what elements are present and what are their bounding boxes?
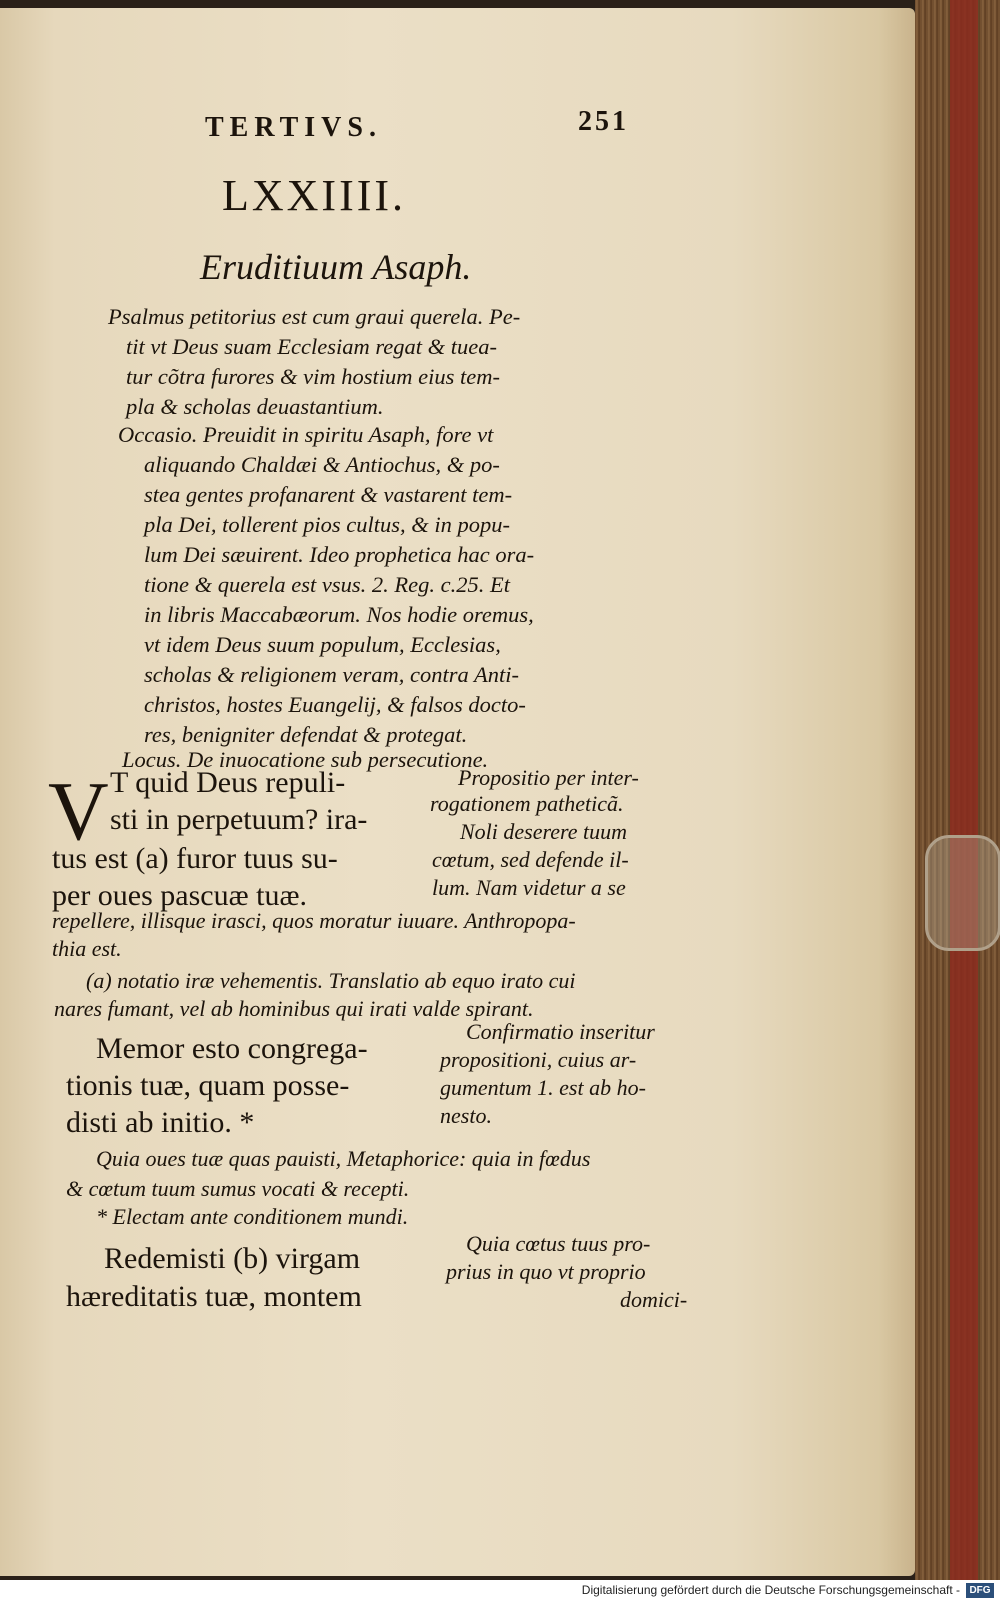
marginal-gloss: rogationem patheticã.: [430, 791, 624, 816]
argument-line: scholas & religionem veram, contra Anti-: [144, 662, 519, 687]
page-number: 251: [578, 106, 629, 137]
argument-line: tur cõtra furores & vim hostium eius tem-: [126, 364, 500, 389]
argument-line: Psalmus petitorius est cum graui querela. Pe-: [108, 304, 521, 329]
gloss-line: Quia oues tuæ quas pauisti, Metaphorice: quia in fœdus: [96, 1146, 591, 1171]
argument-line: lum Dei sæuirent. Ideo prophetica hac ora-: [144, 542, 535, 567]
psalm-number: LXXIIII.: [222, 171, 407, 220]
marginal-gloss: Noli deserere tuum: [460, 819, 628, 844]
argument-line: Occasio. Preuidit in spiritu Asaph, fore vt: [118, 422, 494, 447]
verse-line: Memor esto congrega-: [96, 1032, 368, 1065]
marginal-gloss: Quia cœtus tuus pro-: [466, 1231, 651, 1256]
footnote-line: (a) notatio iræ vehementis. Translatio ab equo irato cui: [86, 968, 576, 993]
gloss-continuation: thia est.: [52, 936, 122, 961]
funding-credit: Digitalisierung gefördert durch die Deutsche Forschungsgemeinschaft -: [581, 1583, 960, 1597]
page-edge-red-band: [950, 0, 978, 1580]
verse-line: disti ab initio. *: [66, 1106, 255, 1139]
marginal-gloss: gumentum 1. est ab ho-: [440, 1075, 646, 1100]
argument-line: vt idem Deus suum populum, Ecclesias,: [144, 632, 501, 657]
running-head: TERTIVS.: [205, 112, 382, 143]
argument-line: res, benigniter defendat & protegat.: [144, 722, 468, 747]
marginal-gloss: nesto.: [440, 1103, 492, 1128]
verse-line: tionis tuæ, quam posse-: [66, 1069, 350, 1102]
verse-line: T quid Deus repuli-: [110, 766, 346, 799]
argument-line: tione & querela est vsus. 2. Reg. c.25. Et: [144, 572, 510, 597]
verse-line: per oues pascuæ tuæ.: [52, 879, 307, 912]
argument-line: christos, hostes Euangelij, & falsos docto-: [144, 692, 526, 717]
footnote-line: nares fumant, vel ab hominibus qui irati valde spirant.: [54, 996, 534, 1021]
verse-line: sti in perpetuum? ira-: [110, 803, 368, 836]
marginal-gloss: propositioni, cuius ar-: [440, 1047, 637, 1072]
gloss-continuation: repellere, illisque irasci, quos moratur iuuare. Anthropopa-: [52, 908, 576, 933]
marginal-gloss: cœtum, sed defende il-: [432, 847, 629, 872]
gloss-line: * Electam ante conditionem mundi.: [96, 1204, 409, 1229]
locus-line: Locus. De inuocatione sub persecutione.: [122, 747, 489, 772]
marginal-gloss: lum. Nam videtur a se: [432, 875, 626, 900]
marginal-gloss: Propositio per inter-: [458, 765, 639, 790]
argument-line: in libris Maccabæorum. Nos hodie oremus,: [144, 602, 534, 627]
digitization-footer: [0, 1580, 1000, 1603]
argument-line: aliquando Chaldæi & Antiochus, & po-: [144, 452, 500, 477]
argument-line: stea gentes profanarent & vastarent tem-: [144, 482, 513, 507]
catchword: domici-: [620, 1287, 688, 1312]
argument-line: tit vt Deus suam Ecclesiam regat & tuea-: [126, 334, 497, 359]
argument-line: pla Dei, tollerent pios cultus, & in popu-: [144, 512, 511, 537]
marginal-gloss: Confirmatio inseritur: [466, 1019, 655, 1044]
verse-line: Redemisti (b) virgam: [104, 1242, 361, 1275]
drop-capital: V: [48, 765, 109, 858]
argument-line: pla & scholas deuastantium.: [126, 394, 384, 419]
page-clip: [925, 835, 1000, 951]
psalm-title: Eruditiuum Asaph.: [200, 247, 472, 287]
verse-line: hæreditatis tuæ, montem: [66, 1280, 362, 1313]
verse-line: tus est (a) furor tuus su-: [52, 842, 338, 875]
marginal-gloss: prius in quo vt proprio: [446, 1259, 646, 1284]
gloss-line: & cœtum tuum sumus vocati & recepti.: [66, 1176, 410, 1201]
dfg-logo: DFG: [966, 1583, 994, 1598]
